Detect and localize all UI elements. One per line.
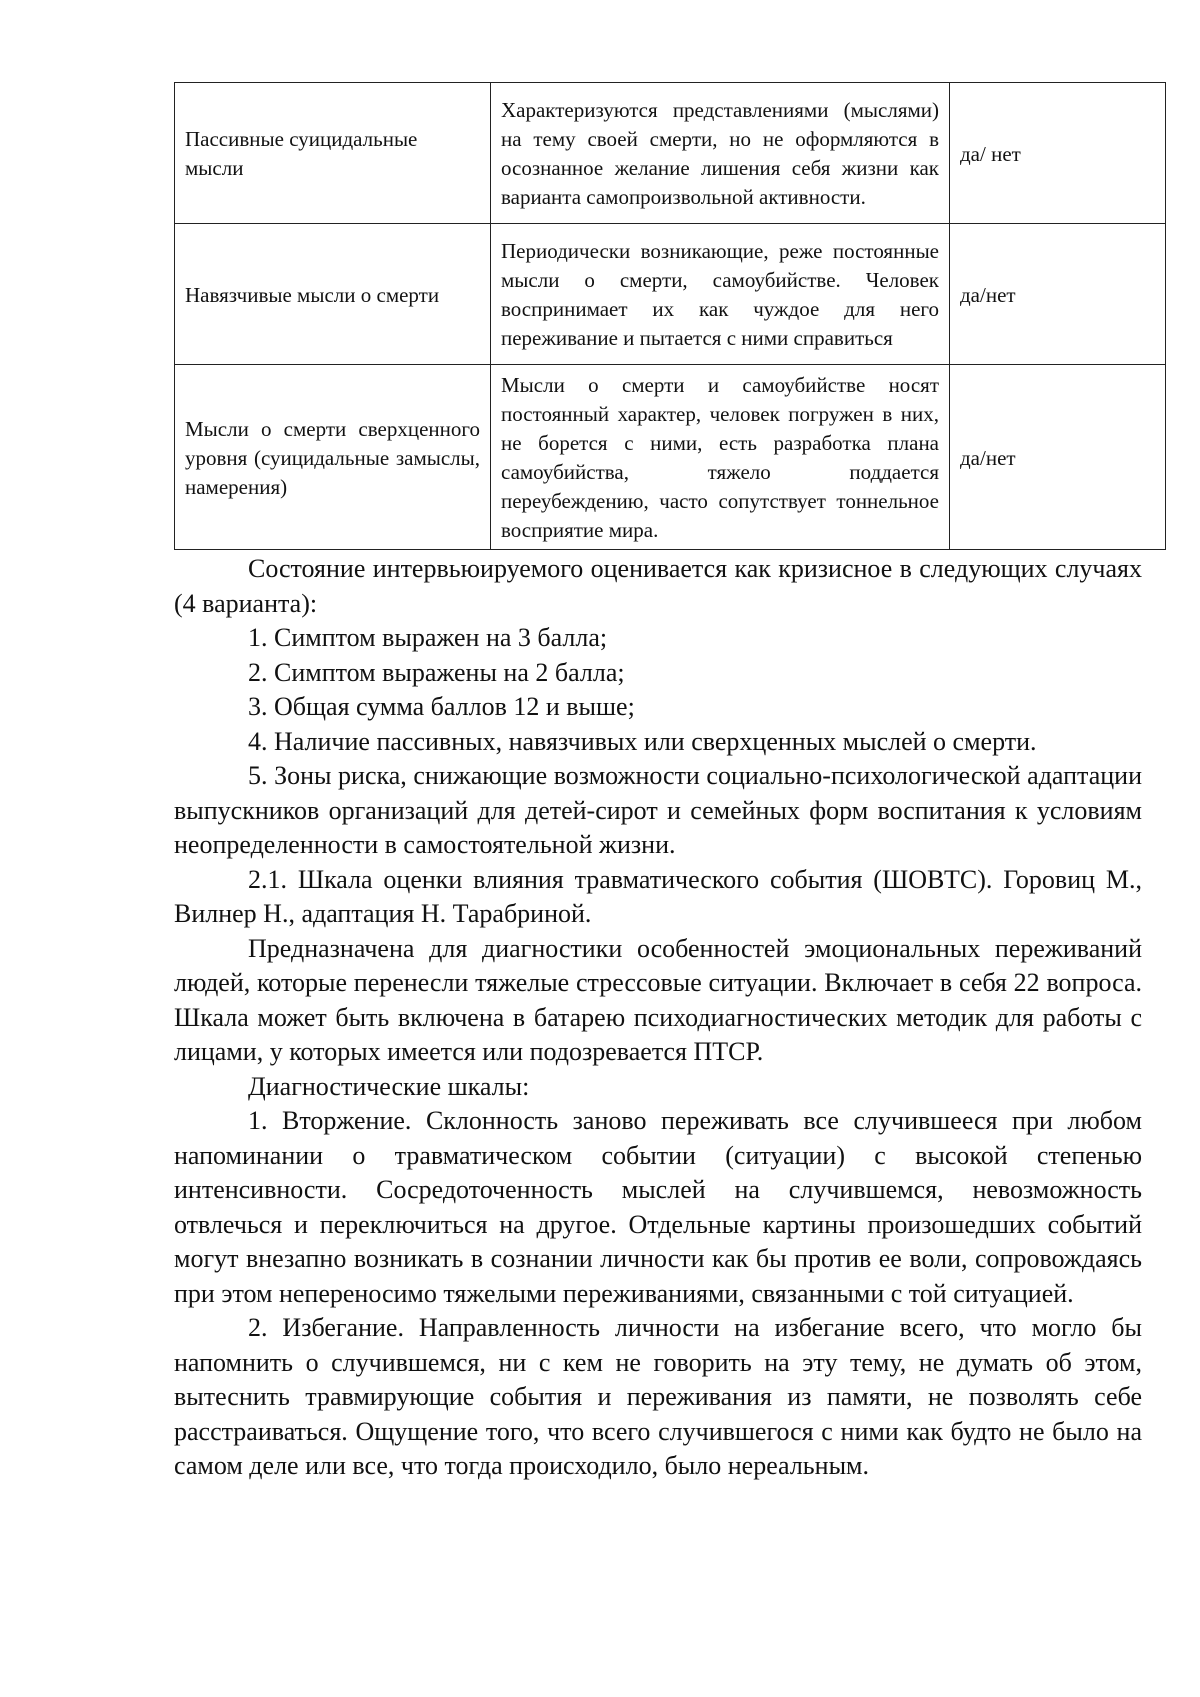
criterion-description: Мысли о смерти и самоубийстве носят постоянный характер, человек погружен в них, не борется с ними, есть разработка плана самоубийства, тяжело поддается переубеждению, часто сопутствует тоннельное восприятие мира. (491, 365, 950, 550)
criterion-name: Мысли о смерти сверхценного уровня (суицидальные замыслы, намерения) (175, 365, 491, 550)
criterion-description: Периодически возникающие, реже постоянные мысли о смерти, самоубийстве. Человек воспринимает их как чуждое для него переживание и пытается с ними справиться (491, 224, 950, 365)
document-body (174, 552, 1142, 1484)
suicidal-thoughts-table (174, 82, 1166, 550)
paragraph-crisis-intro: Состояние интервьюируемого оценивается как кризисное в следующих случаях (4 варианта): (174, 554, 1142, 618)
table-row (175, 365, 1166, 550)
document-page (174, 82, 1142, 1484)
table-row (175, 224, 1166, 365)
criterion-name: Навязчивые мысли о смерти (175, 224, 491, 365)
list-item: 1. Симптом выражен на 3 балла; (248, 623, 608, 652)
criterion-answer: да/ нет (950, 83, 1166, 224)
criterion-description: Характеризуются представлениями (мыслями) на тему своей смерти, но не оформляются в осознанное желание лишения себя жизни как варианта самопроизвольной активности. (491, 83, 950, 224)
criterion-answer: да/нет (950, 224, 1166, 365)
list-item: 2. Симптом выражены на 2 балла; (248, 657, 625, 687)
table-row (175, 83, 1166, 224)
scale-avoidance: 2. Избегание. Направленность личности на избегание всего, что могло бы напомнить о случившемся, ни с кем не говорить на эту тему, не думать об этом, вытеснить травмирующие события и переживания из памяти, не позволять себе расстраиваться. Ощущение того, что всего случившегося с ними как будто не было на самом деле или все, что тогда происходило, было нереальным. (174, 1313, 1142, 1480)
paragraph-scales-heading: Диагностические шкалы: (248, 1071, 530, 1101)
criterion-answer: да/нет (950, 365, 1166, 550)
paragraph-purpose: Предназначена для диагностики особенностей эмоциональных переживаний людей, которые перенесли тяжелые стрессовые ситуации. Включает в себя 22 вопроса. Шкала может быть включена в батарею психодиагностических методик для работы с лицами, у которых имеется или подозревается ПТСР. (174, 933, 1142, 1066)
list-item: 3. Общая сумма баллов 12 и выше; (248, 692, 635, 721)
criterion-name: Пассивные суицидальные мысли (175, 83, 491, 224)
list-item: 5. Зоны риска, снижающие возможности социально-психологической адаптации выпускников организаций для детей-сирот и семейных форм воспитания к условиям неопределенности в самостоятельной жизни. (174, 761, 1142, 859)
section-heading: 2.1. Шкала оценки влияния травматического события (ШОВТС). Горовиц М., Вилнер Н., адаптация Н. Тарабриной. (174, 864, 1142, 928)
scale-intrusion: 1. Вторжение. Склонность заново переживать все случившееся при любом напоминании о травматическом событии (ситуации) с высокой степенью интенсивности. Сосредоточенность мыслей на случившемся, невозможность отвлечься и переключиться на другое. Отдельные картины произошедших событий могут внезапно возникать в сознании личности как бы против ее воли, сопровождаясь при этом непереносимо тяжелыми переживаниями, связанными с той ситуацией. (174, 1106, 1142, 1308)
list-item: 4. Наличие пассивных, навязчивых или сверхценных мыслей о смерти. (248, 726, 1037, 756)
